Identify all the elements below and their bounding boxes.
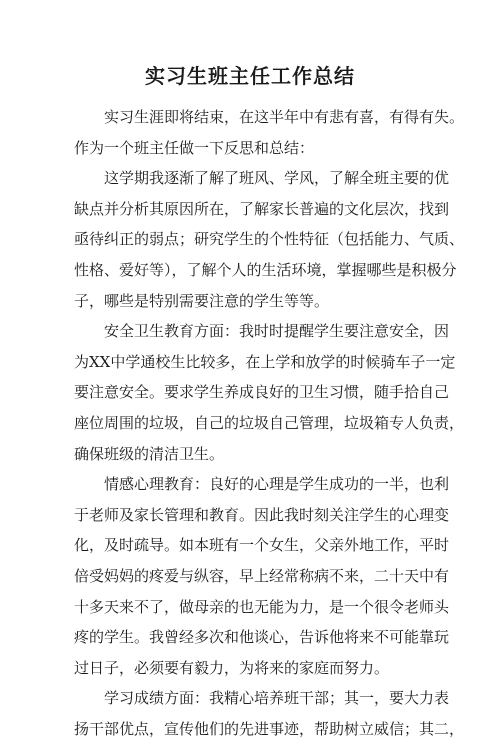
text-line: 亟待纠正的弱点；研究学生的个性特征（包括能力、气质、 <box>74 230 465 249</box>
text-line: 为XX中学通校生比较多，在上学和放学的时候骑车子一定 <box>74 352 456 371</box>
paragraph-2 <box>74 163 465 316</box>
text-line: 扬干部优点，宣传他们的先进事迹，帮助树立威信；其二， <box>74 719 465 738</box>
text-line: 作为一个班主任做一下反思和总结： <box>74 138 315 157</box>
text-line: 实习生涯即将结束，在这半年中有悲有喜，有得有失。 <box>104 108 465 126</box>
text-line: 确保班级的清洁卫生。 <box>74 444 225 463</box>
text-line: 化，及时疏导。如本班有一个女生，父亲外地工作，平时 <box>74 536 450 555</box>
text-line: 十多天来不了，做母亲的也无能为力，是一个很令老师头 <box>74 597 450 616</box>
text-line: 座位周围的垃圾，自己的垃圾自己管理，垃圾箱专人负责， <box>74 413 465 432</box>
paragraph-1 <box>74 102 465 163</box>
paragraph-4 <box>74 469 450 683</box>
text-line: 倍受妈妈的疼爱与纵容，早上经常称病不来，二十天中有 <box>74 566 450 585</box>
text-line: 过日子，必须要有毅力，为将来的家庭而努力。 <box>74 658 390 677</box>
text-line: 缺点并分析其原因所在，了解家长普遍的文化层次，找到 <box>74 199 450 218</box>
text-line: 学习成绩方面：我精心培养班干部；其一，要大力表 <box>104 689 450 708</box>
text-line: 疼的学生。我曾经多次和他谈心，告诉他将来不可能靠玩 <box>74 628 450 647</box>
text-line: 这学期我逐渐了解了班风、学风，了解全班主要的优 <box>104 169 450 188</box>
text-line: 要注意安全。要求学生养成良好的卫生习惯，随手拾自己 <box>74 383 450 402</box>
document-title: 实习生班主任工作总结 <box>145 64 355 88</box>
paragraph-5 <box>74 683 465 744</box>
text-line: 性格、爱好等），了解个人的生活环境，掌握哪些是积极分 <box>74 260 457 279</box>
text-line: 安全卫生教育方面：我时时提醒学生要注意安全，因 <box>104 322 450 341</box>
text-line: 子，哪些是特别需要注意的学生等等。 <box>74 291 330 310</box>
text-line: 于老师及家长管理和教育。因此我时刻关注学生的心理变 <box>74 505 450 524</box>
text-line: 情感心理教育：良好的心理是学生成功的一半，也利 <box>104 475 450 494</box>
paragraph-3 <box>74 316 465 469</box>
document-body <box>74 102 465 744</box>
